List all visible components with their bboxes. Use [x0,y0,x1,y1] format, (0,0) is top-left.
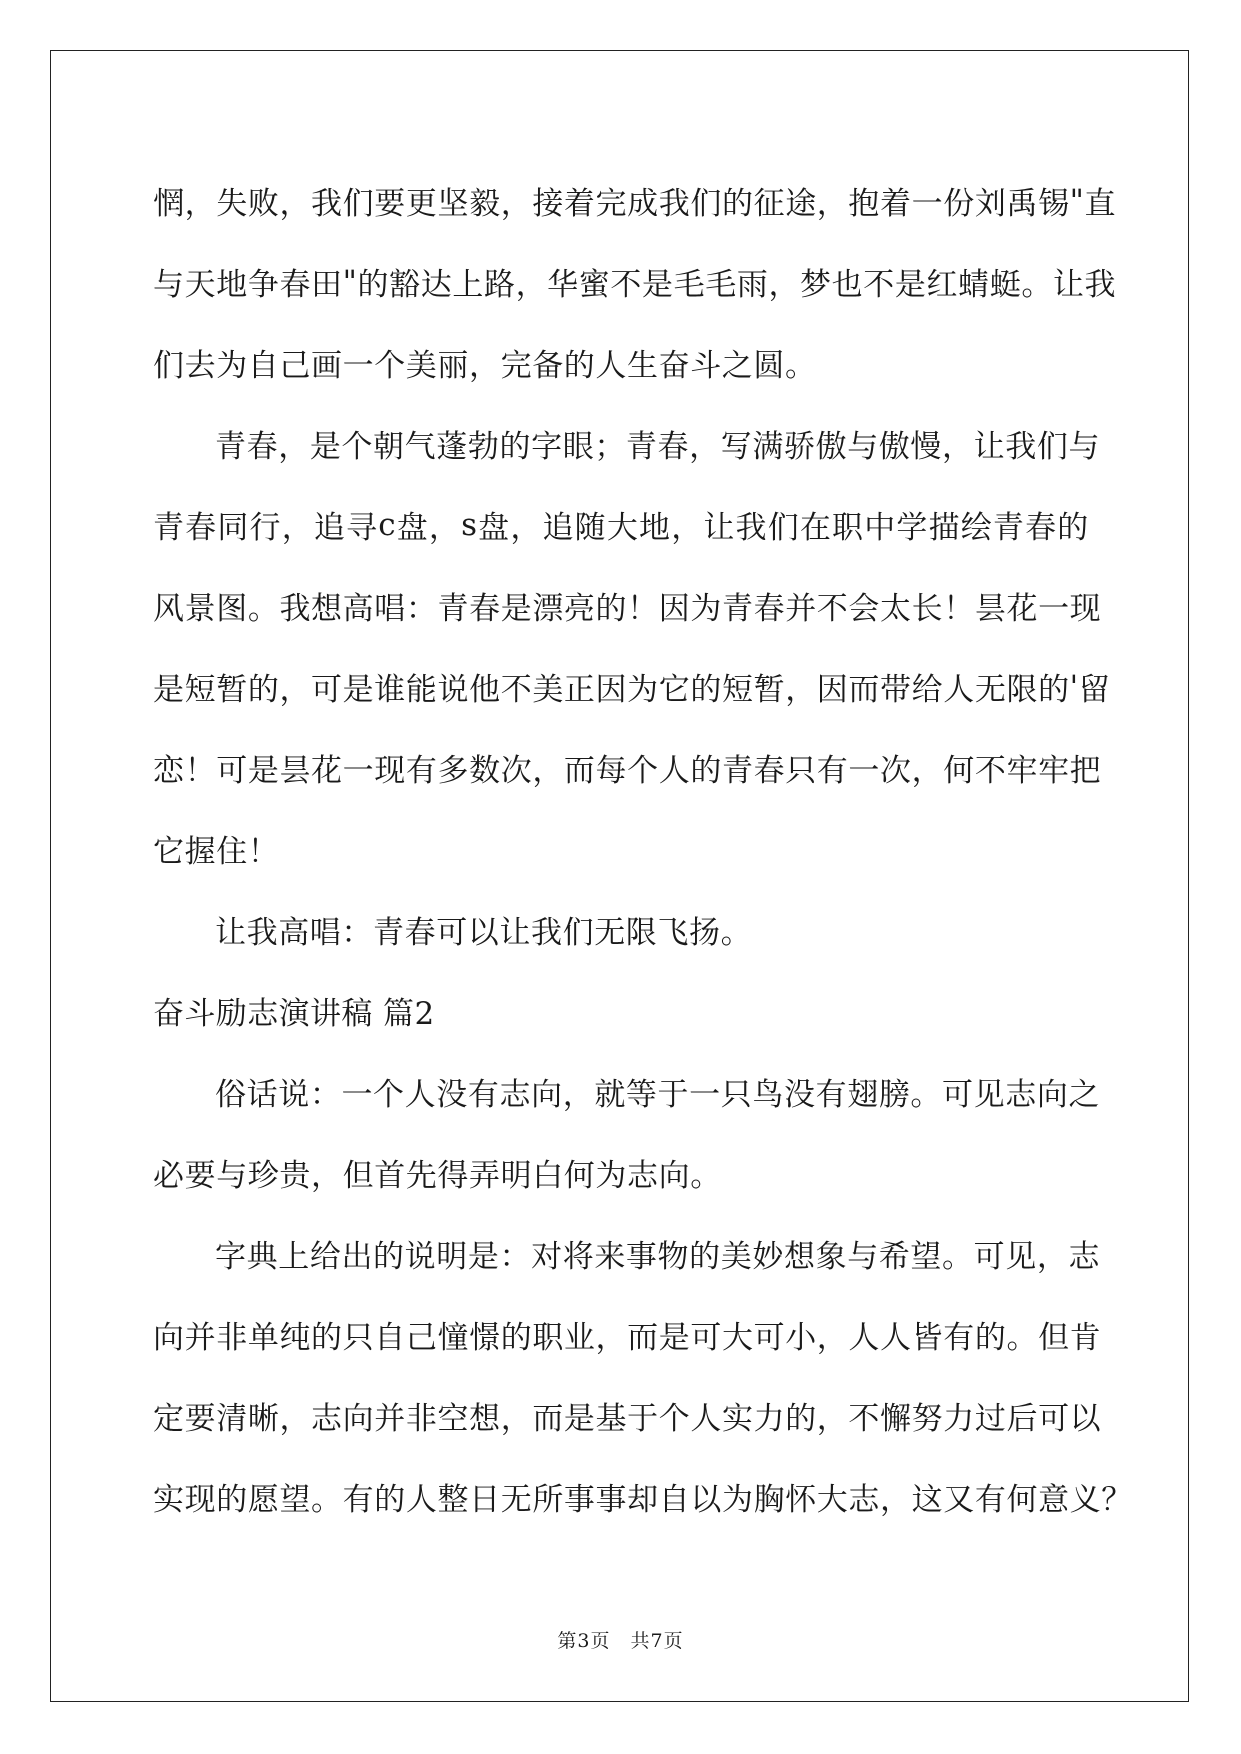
text-line: 俗 话 说 ： 一 个 人 没 有 志 向 ， 就 等 于 一 只 鸟 没 有 翅 膀 。 可 见 志 向 之 [215,1077,1101,1113]
section-heading [153,970,1089,1051]
line-text: 必要与珍贵，但首先得弄明白何为志向。 [153,1158,722,1194]
text-line: 与 天 地 争 春 田 " 的 豁 达 上 路 ， 华 蜜 不 是 毛 毛 雨 ， 梦 也 不 是 红 蜻 蜓 。 让 我 [153,263,1117,303]
document-body [153,160,1133,1537]
text-line: 向 并 非 单 纯 的 只 自 己 憧 憬 的 职 业 ， 而 是 可 大 可 小 ， 人 人 皆 有 的 。 但 肯 [153,1320,1102,1356]
text-line [153,808,1089,889]
text-line: 青 春 ， 是 个 朝 气 蓬 勃 的 字 眼 ； 青 春 ， 写 满 骄 傲 与 傲 慢 ， 让 我 们 与 [215,429,1101,465]
text-line: 实 现 的 愿 望 。 有 的 人 整 日 无 所 事 事 却 自 以 为 胸 怀 大 志 ， 这 又 有 何 意 义 ？ [153,1482,1133,1518]
line-text: 它握住！ [153,834,280,870]
line-text: 让我高唱：青春可以让我们无限飞扬。 [215,915,753,951]
text-line: 风 景 图 。 我 想 高 唱 ： 青 春 是 漂 亮 的 ！ 因 为 青 春 并 不 会 太 长 ！ 昙 花 一 现 [153,591,1102,627]
text-line [153,322,1089,403]
line-text: 奋斗励志演讲稿 篇2 [153,996,435,1032]
page-footer: 第3页 共7页 [557,1630,684,1652]
text-line: 字 典 上 给 出 的 说 明 是 ： 对 将 来 事 物 的 美 妙 想 象 与 希 望 。 可 见 ， 志 [215,1239,1101,1275]
text-line [153,889,1089,970]
text-line: 定 要 清 晰 ， 志 向 并 非 空 想 ， 而 是 基 于 个 人 实 力 的 ， 不 懈 努 力 过 后 可 以 [153,1401,1102,1437]
text-line: 是 短 暂 的 ， 可 是 谁 能 说 他 不 美 正 因 为 它 的 短 暂 ， 因 而 带 给 人 无 限 的 ' 留 [153,668,1111,708]
text-line: 青 春 同 行 ， 追 寻 c 盘 ， s 盘 ， 追 随 大 地 ， 让 我 们 在 职 中 学 描 绘 青 春 的 [153,506,1089,546]
text-line: 恋 ！ 可 是 昙 花 一 现 有 多 数 次 ， 而 每 个 人 的 青 春 只 有 一 次 ， 何 不 牢 牢 把 [153,753,1102,789]
line-text: 们去为自己画一个美丽，完备的人生奋斗之圆。 [153,348,817,384]
text-line: 惘 ， 失 败 ， 我 们 要 更 坚 毅 ， 接 着 完 成 我 们 的 征 途 ， 抱 着 一 份 刘 禹 锡 " 直 [153,182,1117,222]
text-line [153,1132,1089,1213]
